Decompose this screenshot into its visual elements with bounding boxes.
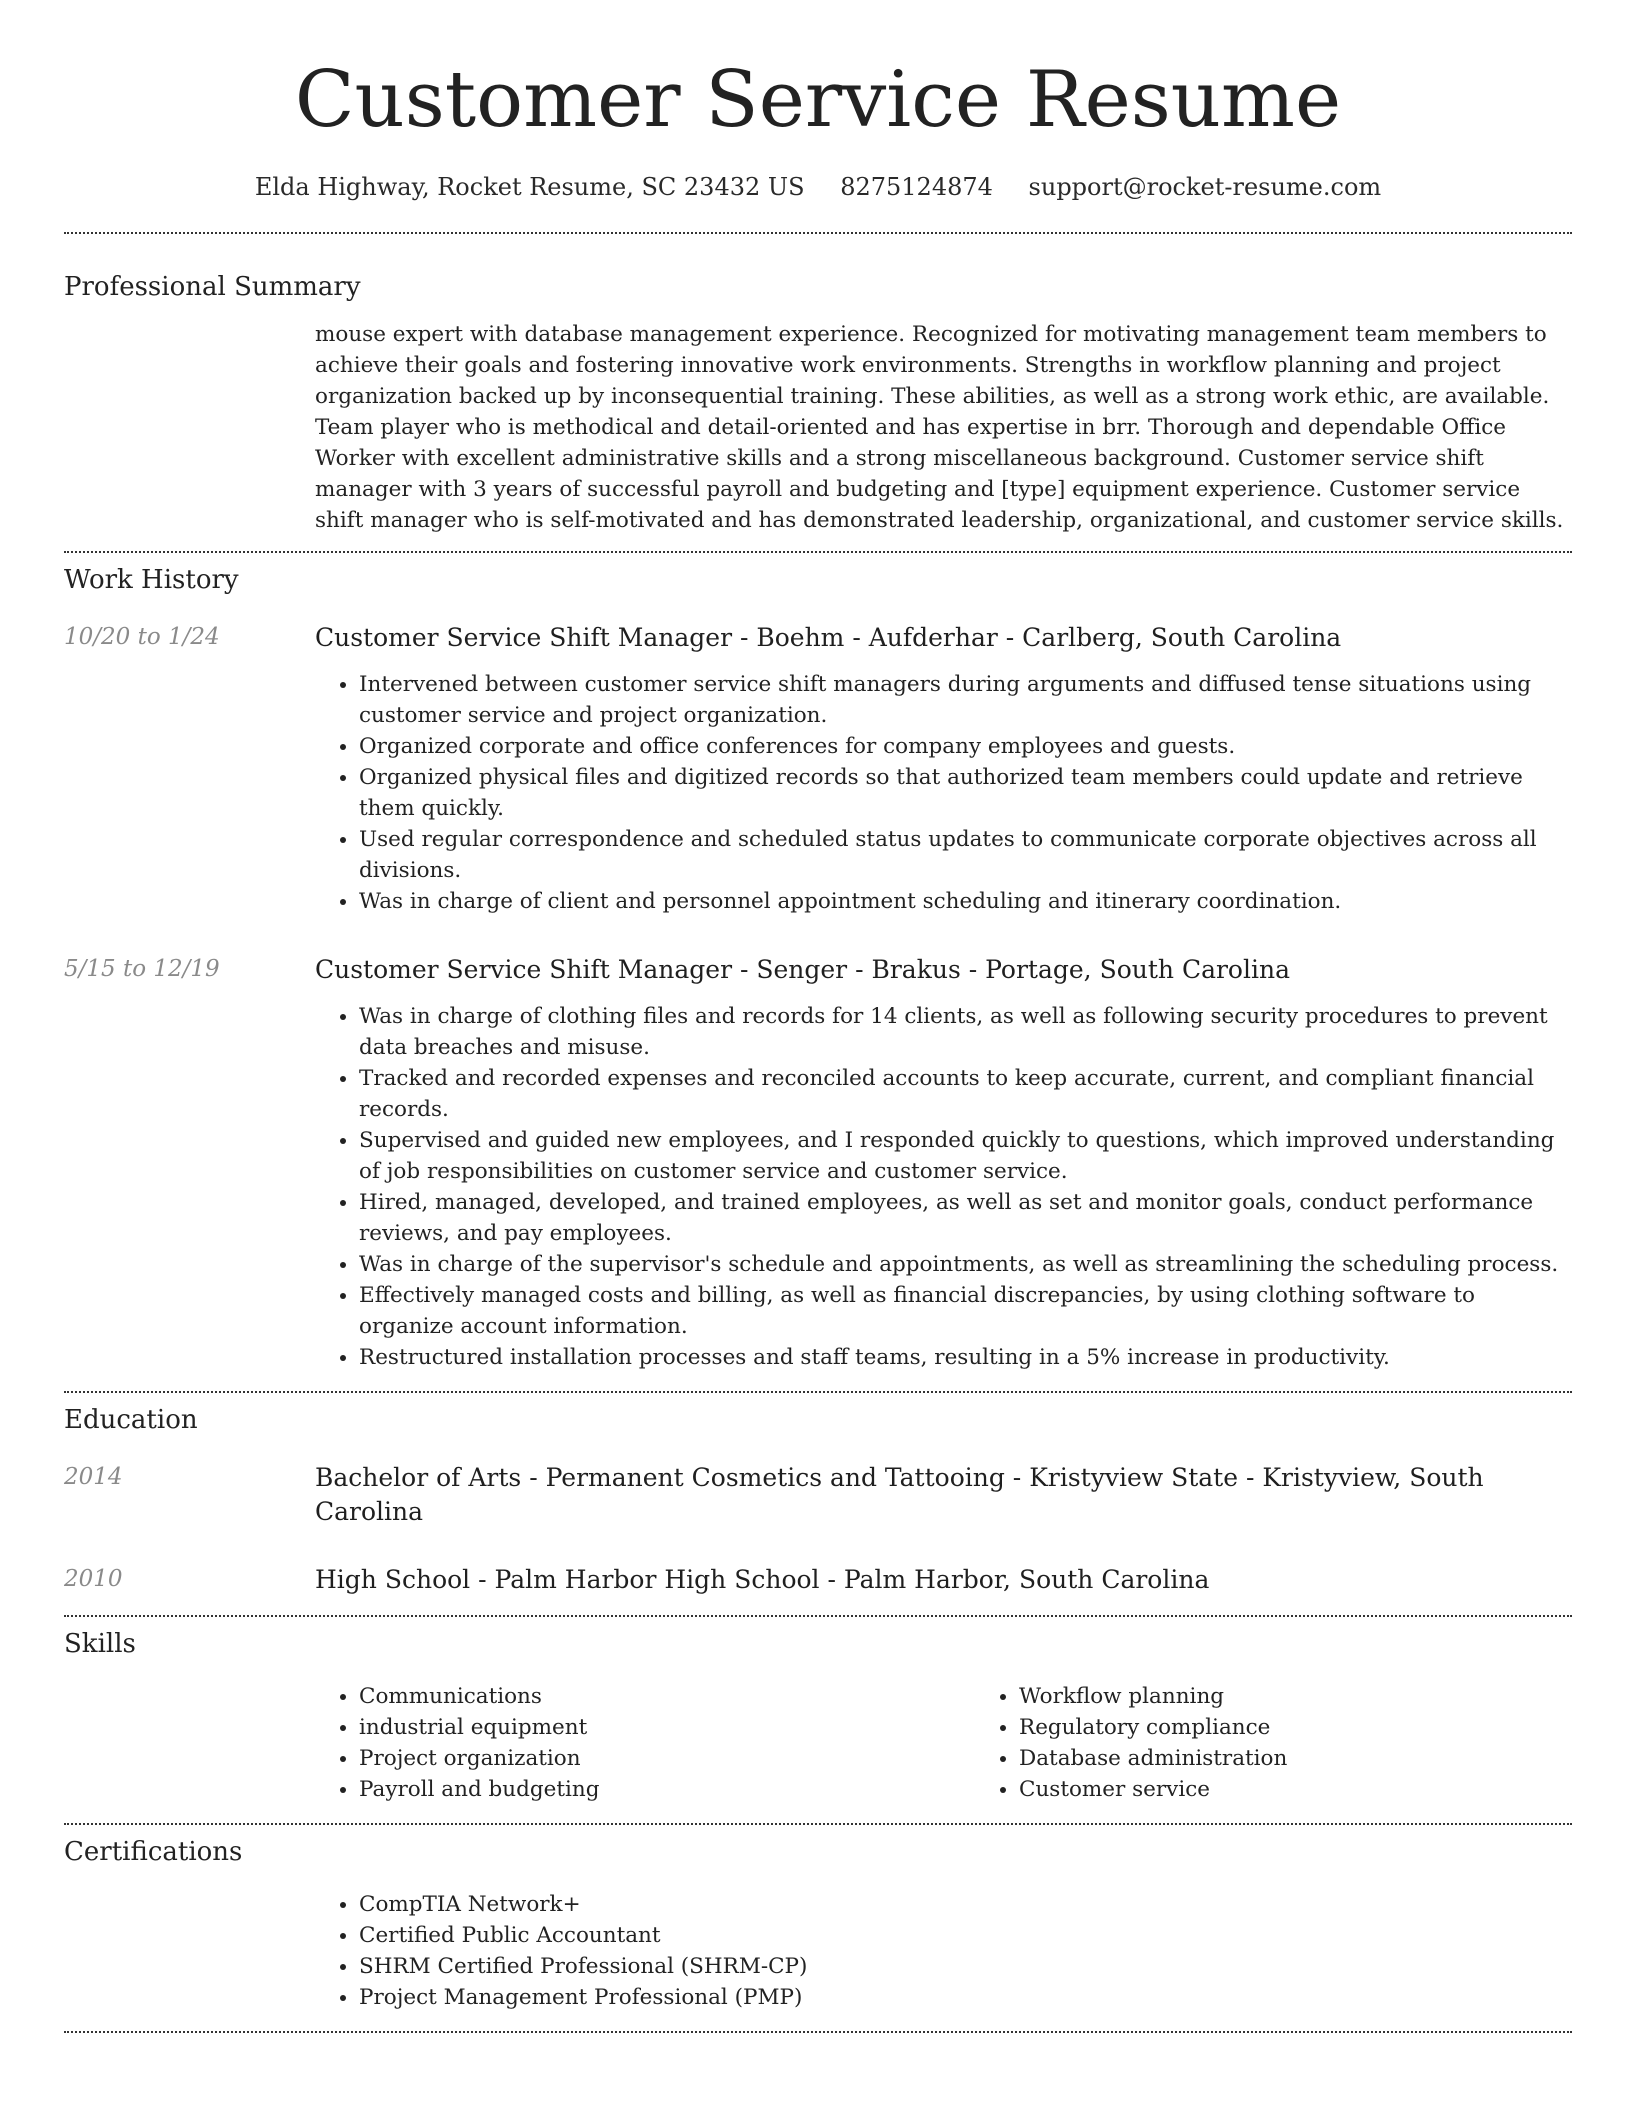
resume-header xyxy=(64,0,1572,204)
list-item: • Regulatory compliance xyxy=(1019,1712,1632,1743)
list-item: • Database administration xyxy=(1019,1743,1632,1774)
list-item: • Intervened between customer service shift managers during arguments and diffused tense situations using customer service and project organization. xyxy=(359,669,1572,731)
list-item: • Certified Public Accountant xyxy=(359,1920,1572,1951)
resume-title: Customer Service Resume xyxy=(294,55,1342,145)
contact-line xyxy=(64,170,1572,204)
summary-heading: Professional Summary xyxy=(64,272,361,302)
education-heading: Education xyxy=(64,1405,198,1435)
skills-section xyxy=(64,1617,1572,1805)
education-entry xyxy=(64,1461,1572,1529)
list-item: • Effectively managed costs and billing, as well as financial discrepancies, by using clothing software to organize account information. xyxy=(359,1280,1572,1342)
summary-section xyxy=(64,234,1572,536)
list-item: • Used regular correspondence and scheduled status updates to communicate corporate objectives across all divisions. xyxy=(359,824,1572,886)
list-item: • Supervised and guided new employees, and I responded quickly to questions, which improved understanding of job responsibilities on customer service and customer service. xyxy=(359,1125,1572,1187)
list-item: • Communications xyxy=(359,1681,975,1712)
list-item: • Payroll and budgeting xyxy=(359,1774,975,1805)
contact-address: Elda Highway, Rocket Resume, SC 23432 US xyxy=(254,173,805,201)
job-dates: 10/20 to 1/24 xyxy=(64,624,220,650)
skills-list-left xyxy=(315,1681,975,1805)
certifications-section xyxy=(64,1825,1572,2013)
list-item: • Project Management Professional (PMP) xyxy=(359,1982,1572,2013)
list-item: • Customer service xyxy=(1019,1774,1632,1805)
list-item: • industrial equipment xyxy=(359,1712,975,1743)
job-bullets xyxy=(315,669,1572,917)
skills-heading: Skills xyxy=(64,1629,136,1659)
list-item: • Organized physical files and digitized records so that authorized team members could update and retrieve them quickly. xyxy=(359,762,1572,824)
list-item: • Restructured installation processes and staff teams, resulting in a 5% increase in productivity. xyxy=(359,1342,1572,1373)
job-title: Customer Service Shift Manager - Senger - Brakus - Portage, South Carolina xyxy=(315,955,1290,984)
list-item: • Organized corporate and office conferences for company employees and guests. xyxy=(359,731,1572,762)
work-history-section xyxy=(64,553,1572,1373)
certifications-heading: Certifications xyxy=(64,1837,243,1867)
list-item: • SHRM Certified Professional (SHRM-CP) xyxy=(359,1951,1572,1982)
education-title: High School - Palm Harbor High School - Palm Harbor, South Carolina xyxy=(315,1565,1210,1594)
certifications-list xyxy=(315,1889,1572,2013)
education-year: 2014 xyxy=(64,1464,123,1490)
education-entry xyxy=(64,1563,1572,1597)
contact-phone: 8275124874 xyxy=(840,173,993,201)
job-title: Customer Service Shift Manager - Boehm - Aufderhar - Carlberg, South Carolina xyxy=(315,623,1342,652)
contact-email: support@rocket-resume.com xyxy=(1028,173,1382,201)
summary-text: mouse expert with database management experience. Recognized for motivating management team members to achieve their goals and fostering innovative work environments. Strengths in workflow planning and project organization backed up by inconsequential training. These abilities, as well as a strong work ethic, are available. Team player who is methodical and detail-oriented and has expertise in brr. Thorough and dependable Office Worker with excellent administrative skills and a strong miscellaneous background. Customer service shift manager with 3 years of successful payroll and budgeting and [type] equipment experience. Customer service shift manager who is self-motivated and has demonstrated leadership, organizational, and customer service skills. xyxy=(315,322,1564,533)
list-item: • Project organization xyxy=(359,1743,975,1774)
work-history-heading: Work History xyxy=(64,565,239,595)
education-year: 2010 xyxy=(64,1566,123,1592)
list-item: • Workflow planning xyxy=(1019,1681,1632,1712)
divider xyxy=(64,2031,1572,2033)
job-bullets xyxy=(315,1001,1572,1373)
job-entry xyxy=(64,953,1572,1373)
job-entry xyxy=(64,621,1572,917)
list-item: • Hired, managed, developed, and trained employees, as well as set and monitor goals, conduct performance reviews, and pay employees. xyxy=(359,1187,1572,1249)
resume-page xyxy=(64,0,1572,2033)
list-item: • Was in charge of clothing files and records for 14 clients, as well as following security procedures to prevent data breaches and misuse. xyxy=(359,1001,1572,1063)
list-item: • Was in charge of client and personnel appointment scheduling and itinerary coordination. xyxy=(359,886,1572,917)
job-dates: 5/15 to 12/19 xyxy=(64,956,220,982)
education-section xyxy=(64,1393,1572,1597)
list-item: • Tracked and recorded expenses and reconciled accounts to keep accurate, current, and compliant financial records. xyxy=(359,1063,1572,1125)
list-item: • Was in charge of the supervisor's schedule and appointments, as well as streamlining the scheduling process. xyxy=(359,1249,1572,1280)
education-title: Bachelor of Arts - Permanent Cosmetics and Tattooing - Kristyview State - Kristyview, South Carolina xyxy=(315,1463,1484,1526)
list-item: • CompTIA Network+ xyxy=(359,1889,1572,1920)
skills-list-right xyxy=(975,1681,1632,1805)
